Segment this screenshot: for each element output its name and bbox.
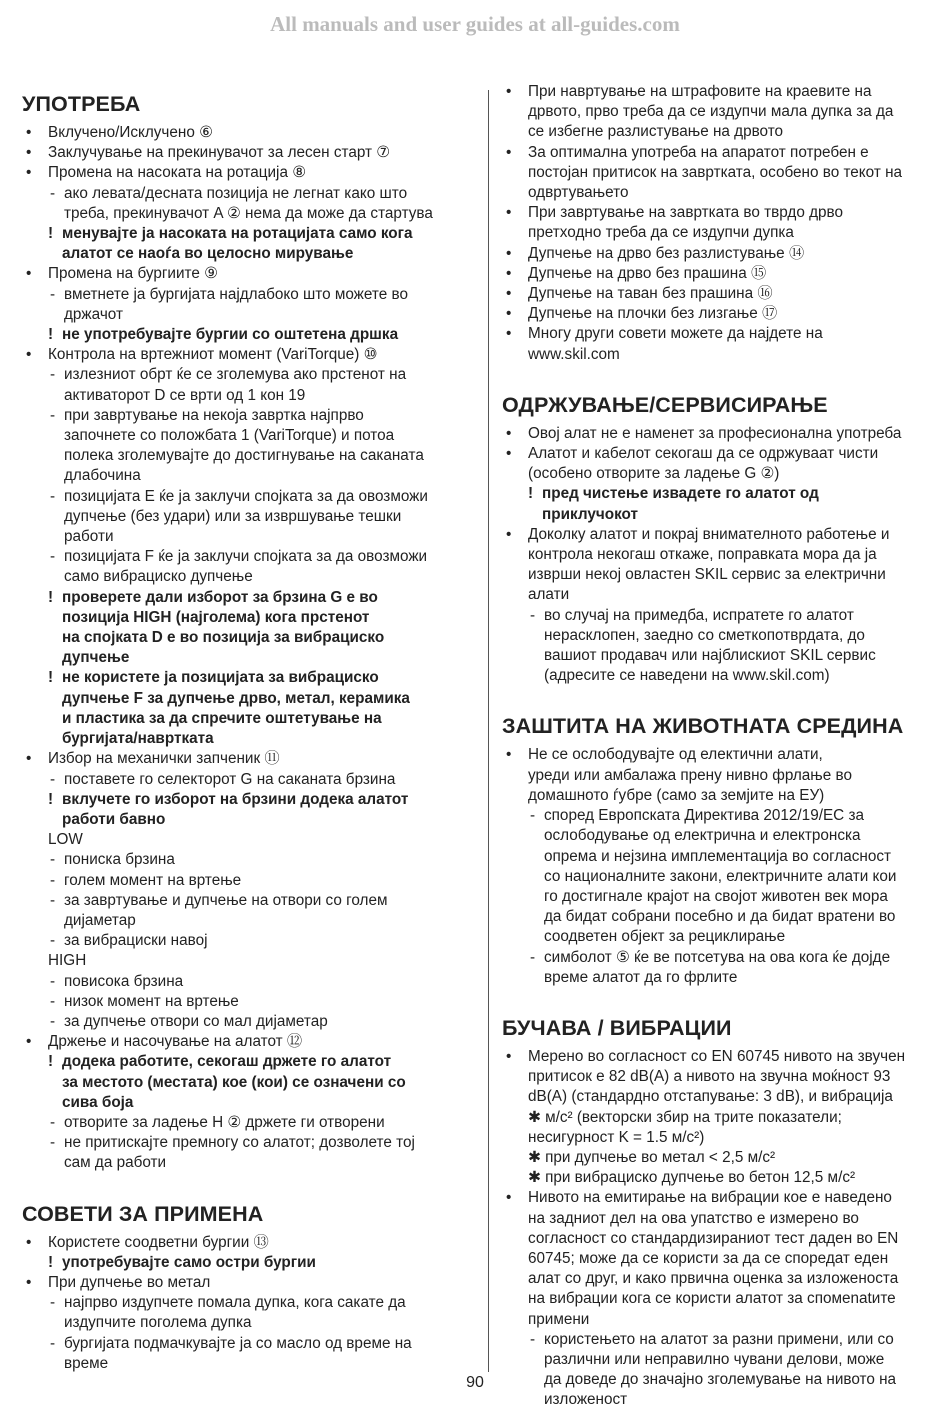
bullet-item: • Дупчење на дрво без разлистување ⑭ (502, 244, 948, 264)
dash-item: - за дупчење отвори со мал дијаметар (22, 1012, 480, 1032)
bullet-item: • Мерено во согласност со EN 60745 нивото на звучен притисок е 82 dB(A) а нивото на звучна моќност 93 dB(A) (стандардно отстапување: 3 dB), и вибрација ✱ м/с² (векторски збир на трите показатели; несигурност K = 1.5 м/с²) (502, 1047, 948, 1148)
warning-item: ! пред чистење извадете го алатот од приклучокот (502, 484, 948, 524)
label-item: HIGH (48, 952, 87, 970)
dash-item: - ако левата/десната позиција не легнат како што треба, прекинувачот A ② нема да може да стартува (22, 184, 480, 224)
label-item: LOW (48, 831, 83, 849)
section-heading: БУЧАВА / ВИБРАЦИИ (502, 1015, 732, 1040)
dash-item: - бургијата подмачкувајте ја со масло од време на време (22, 1334, 480, 1374)
section-spacer (502, 988, 948, 1006)
bullet-item: • Не се ослободувајте од електични алати, уреди или амбалажа прену нивно фрлање во домашното ѓубре (само за земјите на ЕУ) (502, 745, 948, 806)
bullet-item: • Овој алат не е наменет за професионална употреба (502, 424, 948, 444)
section-heading: СОВЕТИ ЗА ПРИМЕНА (22, 1201, 264, 1226)
section-heading: ЗАШТИТА НА ЖИВОТНАТА СРЕДИНА (502, 714, 904, 739)
dash-item: - според Европската Директива 2012/19/EC за ослободување од електрична и електронска опрема и нејзина имплементација во согласност со националните закони, електричните алати кои го достигнале крајот на својот животен век мора да бидат собрани посебно и да бидат вратени во соодветен објект за рециклирање (502, 806, 948, 947)
warning-item: ! употребувајте само остри бургии (22, 1253, 480, 1273)
vibration-value: ✱ при дупчење во метал < 2,5 м/с² (528, 1148, 776, 1166)
bullet-item: • Држење и насочување на алатот ⑫ (22, 1032, 480, 1052)
bullet-item: • Дупчење на таван без прашина ⑯ (502, 284, 948, 304)
dash-item: - низок момент на вртење (22, 992, 480, 1012)
warning-item: ! проверете дали изборот за брзина G е во позиција HIGH (најголема) кога прстенот на спојката D е во позиција за вибрациско дупчење (22, 588, 480, 669)
dash-item: - излезниот обрт ќе се зголемува ако прстенот на активаторот D се врти од 1 кон 19 (22, 365, 480, 405)
dash-item: - вметнете ја бургијата најдлабоко што можете во држачот (22, 285, 480, 325)
right-column (502, 82, 948, 1411)
vibration-value: ✱ при вибрациско дупчење во бетон 12,5 м/с² (528, 1169, 856, 1187)
bullet-item: • Дупчење на плочки без лизгање ⑰ (502, 304, 948, 324)
dash-item: - користењето на алатот за разни примени, или со различни или неправилно чувани делови, може да доведе до значајно зголемување на нивото на изложеност (502, 1330, 948, 1411)
section-spacer (22, 1174, 480, 1192)
section-heading: УПОТРЕБА (22, 92, 141, 116)
dash-item: - не притискајте премногу со алатот; дозволете тој сам да работи (22, 1133, 480, 1173)
section-heading: ОДРЖУВАЊЕ/СЕРВИСИРАЊЕ (502, 392, 828, 417)
warning-item: ! не користете ја позицијата за вибрациско дупчење F за дупчење дрво, метал, керамика и пластика за да спречите оштетување на бургијата/навртката (22, 668, 480, 749)
dash-item: - отворите за ладење H ② држете ги отворени (22, 1113, 480, 1133)
section-spacer (502, 365, 948, 383)
bullet-item: • Дупчење на дрво без прашина ⑮ (502, 264, 948, 284)
bullet-item: • Многу други совети можете да најдете на www.skil.com (502, 324, 948, 364)
column-divider (488, 90, 489, 1372)
dash-item: - при завртување на некоја завртка најпрво започнете со положбата 1 (VariTorque) и потоа полека зголемувајте до достигнување на саканата длабочина (22, 406, 480, 487)
bullet-item: • При завртување на завртката во тврдо дрво претходно треба да се издупчи дупка (502, 203, 948, 243)
dash-item: - пониска брзина (22, 850, 480, 870)
bullet-item: • Избор на механички запченик ⑪ (22, 749, 480, 769)
bullet-item: • Користете соодветни бургии ⑬ (22, 1233, 480, 1253)
bullet-item: • За оптимална употреба на апаратот потребен е постојан притисок на завртката, особено во текот на одвртувањето (502, 143, 948, 204)
dash-item: - поставете го селекторот G на саканата брзина (22, 770, 480, 790)
dash-item: - за завртување и дупчење на отвори со голем дијаметар (22, 891, 480, 931)
warning-item: ! не употребувајте бургии со оштетена дршка (22, 325, 480, 345)
bullet-item: • Нивото на емитирање на вибрации кое е наведено на задниот дел на ова упатство е измерено во согласност со стандардизираниот тест даден во EN 60745; може да се користи за да се споредат еден алат со друг, и како првична оценка за изложеноста на вибрации кога се користи алатот за спомenatите примени (502, 1188, 948, 1329)
bullet-item: • Заклучување на прекинувачот за лесен старт ⑦ (22, 143, 480, 163)
bullet-item: • Доколку алатот и покрај внимателното работење и контрола некогаш откаже, поправката мора да ја изврши некој овластен SKIL сервис за електрични алати (502, 525, 948, 606)
section-spacer (502, 686, 948, 704)
site-banner: All manuals and user guides at all-guides.com (270, 12, 680, 36)
bullet-item: • Промена на бургиите ⑨ (22, 264, 480, 284)
warning-item: ! вклучете го изборот на брзини додека алатот работи бавно (22, 790, 480, 830)
dash-item: - за вибрациски навој (22, 931, 480, 951)
dash-item: - во случај на примедба, испратете го алатот нерасклопен, заедно со сметкопотврдата, до вашиот продавач или најблискиот SKIL сервис (адресите се наведени на www.skil.com) (502, 606, 948, 687)
page-number: 90 (466, 1374, 484, 1391)
bullet-item: • Вклучено/Исклучено ⑥ (22, 123, 480, 143)
warning-item: ! додека работите, секогаш држете го алатот за местото (местата) кое (кои) се означени со сива боја (22, 1052, 480, 1113)
bullet-item: • Алатот и кабелот секогаш да се одржуваат чисти (особено отворите за ладење G ②) (502, 444, 948, 484)
bullet-item: • Контрола на вртежниот момент (VariTorque) ⑩ (22, 345, 480, 365)
left-column (22, 82, 480, 1374)
dash-item: - позицијата F ќе ја заклучи спојката за да овозможи само вибрациско дупчење (22, 547, 480, 587)
bullet-item: • Промена на насоката на ротација ⑧ (22, 163, 480, 183)
dash-item: - позицијата E ќе ја заклучи спојката за да овозможи дупчење (без удари) или за извршување тешки работи (22, 487, 480, 548)
dash-item: - голем момент на вртење (22, 871, 480, 891)
dash-item: - најпрво издупчете помала дупка, кога сакате да издупчите поголема дупка (22, 1293, 480, 1333)
warning-item: ! менувајте ја насоката на ротацијата само кога алатот се наоѓа во целосно мирување (22, 224, 480, 264)
bullet-item: • При дупчење во метал (22, 1273, 480, 1293)
dash-item: - повисока брзина (22, 972, 480, 992)
bullet-item: • При навртување на штрафовите на краевите на дрвото, прво треба да се издупчи мала дупка за да се избегне разлистување на дрвото (502, 82, 948, 143)
dash-item: - симболот ⑤ ќе ве потсетува на ова кога ќе дојде време алатот да го фрлите (502, 948, 948, 988)
